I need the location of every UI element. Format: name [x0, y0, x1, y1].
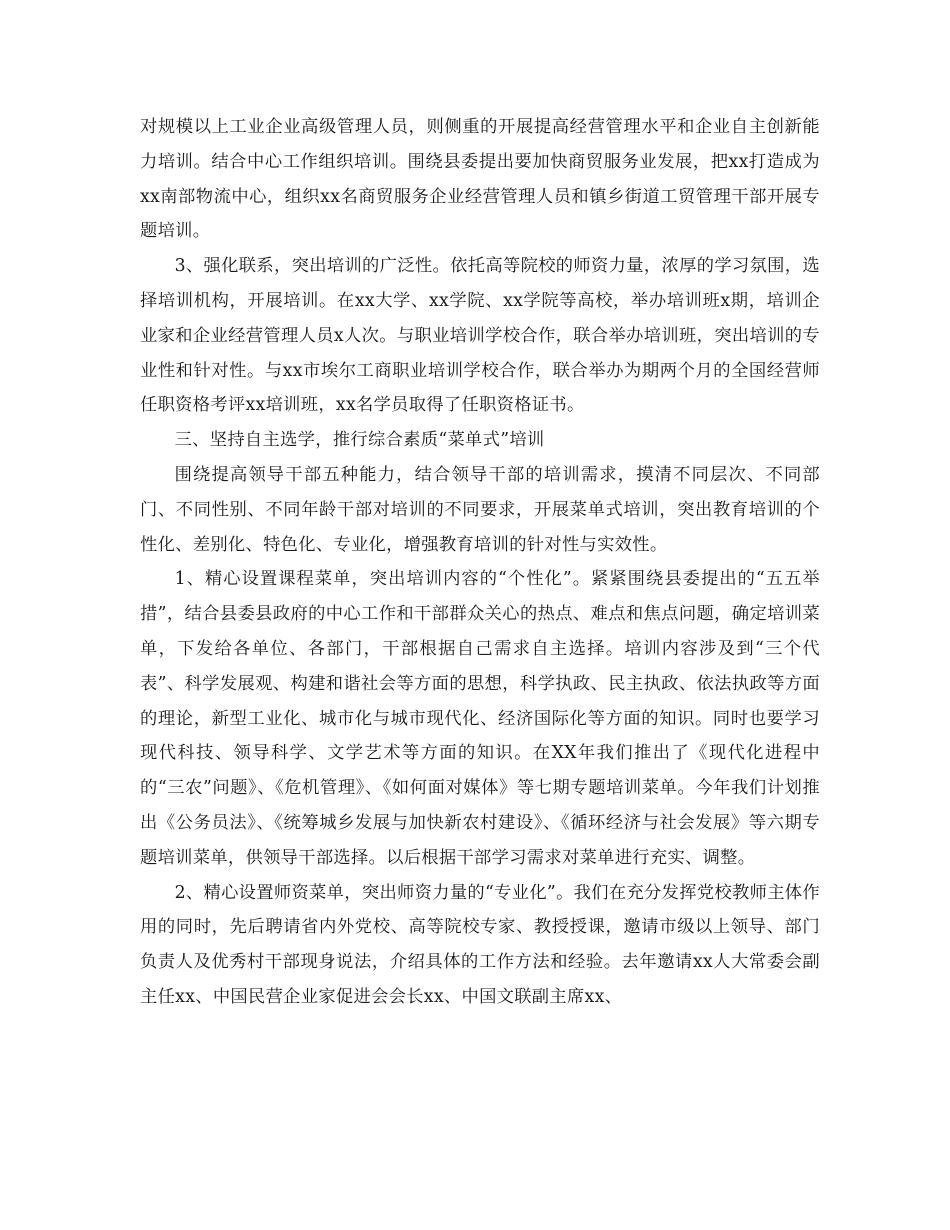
document-body [140, 110, 820, 1015]
paragraph-item-2: 2、精心设置师资菜单，突出师资力量的“专业化”。我们在充分发挥党校教师主体作用的同时，先后聘请省内外党校、高等院校专家、教授授课，邀请市级以上领导、部门负责人及优秀村干部现身说法，介绍具体的工作方法和经验。去年邀请xx人大常委会副主任xx、中国民营企业家促进会会长xx、中国文联副主席xx、 [140, 882, 820, 1007]
paragraph-intro: 围绕提高领导干部五种能力，结合领导干部的培训需求，摸清不同层次、不同部门、不同性别、不同年龄干部对培训的不同要求，开展菜单式培训，突出教育培训的个性化、差别化、特色化、专业化，增强教育培训的针对性与实效性。 [140, 464, 820, 555]
paragraph-item-1: 1、精心设置课程菜单，突出培训内容的“个性化”。紧紧围绕县委提出的“五五举措”，结合县委县政府的中心工作和干部群众关心的热点、难点和焦点问题，确定培训菜单，下发给各单位、各部门，干部根据自己需求自主选择。培训内容涉及到“三个代表”、科学发展观、构建和谐社会等方面的思想，科学执政、民主执政、依法执政等方面的理论，新型工业化、城市化与城市现代化、经济国际化等方面的知识。同时也要学习现代科技、领导科学、文学艺术等方面的知识。在XX年我们推出了《现代化进程中的“三农”问题》、《危机管理》、《如何面对媒体》等七期专题培训菜单。今年我们计划推出《公务员法》、《统筹城乡发展与加快新农村建设》、《循环经济与社会发展》等六期专题培训菜单，供领导干部选择。以后根据干部学习需求对菜单进行充实、调整。 [140, 569, 820, 868]
paragraph-item-3: 3、强化联系，突出培训的广泛性。依托高等院校的师资力量，浓厚的学习氛围，选择培训机构，开展培训。在xx大学、xx学院、xx学院等高校，举办培训班x期，培训企业家和企业经营管理人员x人次。与职业培训学校合作，联合举办培训班，突出培训的专业性和针对性。与xx市埃尔工商职业培训学校合作，联合举办为期两个月的全国经营师任职资格考评xx培训班，xx名学员取得了任职资格证书。 [140, 256, 820, 416]
section-heading: 三、坚持自主选学，推行综合素质“菜单式”培训 [174, 430, 545, 451]
paragraph-continuation: 对规模以上工业企业高级管理人员，则侧重的开展提高经营管理水平和企业自主创新能力培训。结合中心工作组织培训。围绕县委提出要加快商贸服务业发展，把xx打造成为xx南部物流中心，组织xx名商贸服务企业经营管理人员和镇乡街道工贸管理干部开展专题培训。 [140, 117, 820, 242]
